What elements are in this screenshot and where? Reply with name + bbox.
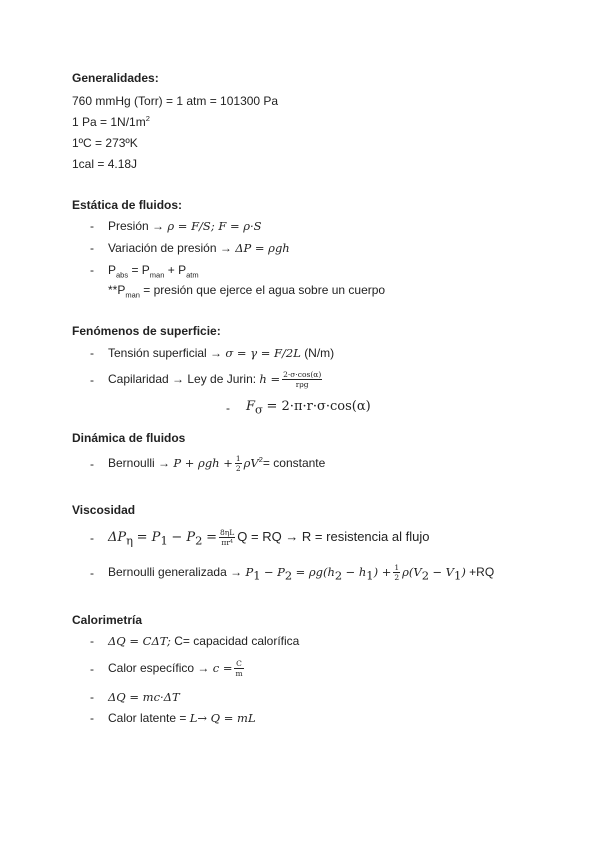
estatica-note <box>108 282 385 298</box>
heading-generalidades: Generalidades: <box>72 71 159 85</box>
bullet: - <box>90 457 94 471</box>
superficie-item-tension <box>108 345 334 361</box>
estatica-item-pabs <box>108 262 199 278</box>
tension-label: Tensión superficial → <box>108 346 223 360</box>
pabs-p: P <box>108 263 117 277</box>
poiseuille-p2: − P <box>171 530 196 545</box>
calor-formula: ΔQ = mc·ΔT <box>108 690 180 704</box>
calorimetria-item-calor <box>108 689 180 705</box>
force-sub: σ <box>255 402 263 417</box>
bullet: - <box>90 711 94 725</box>
bgen-close: ) <box>461 565 466 579</box>
calorimetria-item-capacidad <box>108 633 299 649</box>
bgen-v1: − V <box>432 565 454 579</box>
bgen-s3: 2 <box>334 568 343 583</box>
bullet: - <box>90 219 94 233</box>
bgen-s2: 2 <box>284 568 293 583</box>
bullet: - <box>90 373 94 387</box>
pascal-text: 1 Pa = 1N/1m <box>72 115 146 129</box>
poiseuille-sub1: 1 <box>160 533 168 548</box>
variacion-formula: ΔP = ρgh <box>235 241 290 255</box>
bernoulli-den: 2 <box>235 464 241 474</box>
conversion-pressure: 760 mmHg (Torr) = 1 atm = 101300 Pa <box>72 94 279 108</box>
bgen-p2: − P <box>263 565 285 579</box>
bgen-s4: 1 <box>366 568 374 583</box>
bgen-label: Bernoulli generalizada → <box>108 565 243 579</box>
bernoulli-num: 1 <box>235 454 241 464</box>
force-f: F <box>246 399 256 414</box>
heading-superficie: Fenómenos de superficie: <box>72 324 221 338</box>
bullet: - <box>90 566 94 580</box>
especifico-fraction <box>234 659 243 678</box>
patm-sub: atm <box>186 270 199 280</box>
bgen-v2: ρ(V <box>402 565 422 579</box>
bullet: - <box>90 346 94 360</box>
bernoulli-rhov: ρV <box>243 456 259 470</box>
bernoulli-fraction <box>235 454 242 473</box>
poiseuille-fraction <box>219 528 235 547</box>
bernoulli-end: = constante <box>262 456 326 470</box>
presion-formula: ρ = F/S; F = ρ·S <box>167 219 262 233</box>
bgen-s5: 2 <box>421 568 430 583</box>
bgen-plus: ) + <box>373 565 392 579</box>
poiseuille-den: πr⁴ <box>221 538 233 548</box>
note-text: = presión que ejerce el agua sobre un cuerpo <box>139 283 386 297</box>
bgen-s1: 1 <box>253 568 261 583</box>
especifico-label: Calor específico → <box>108 661 210 675</box>
pascal-sup: 2 <box>145 114 150 123</box>
bgen-h2: = ρg(h <box>295 565 335 579</box>
force-formula: = 2·π·r·σ·cos(α) <box>266 399 371 414</box>
superficie-item-capilaridad <box>108 366 324 392</box>
bgen-h1: − h <box>345 565 367 579</box>
heading-dinamica: Dinámica de fluidos <box>72 431 186 445</box>
conversion-temperature: 1ºC = 273ºK <box>72 136 138 150</box>
poiseuille-num: 8ηL <box>220 528 235 538</box>
latente-label: Calor latente = <box>108 711 187 725</box>
bullet: - <box>90 241 94 255</box>
capacidad-text: C= capacidad calorífica <box>174 634 300 648</box>
heading-viscosidad: Viscosidad <box>72 503 136 517</box>
pman-sub: man <box>149 270 165 280</box>
patm-p: + P <box>164 263 187 277</box>
estatica-item-variacion <box>108 240 290 256</box>
superficie-force <box>246 398 371 415</box>
jurin-h: h = <box>259 372 281 386</box>
poiseuille-sub2: 2 <box>195 533 203 548</box>
bernoulli-sup: 2 <box>258 455 263 464</box>
especifico-den: m <box>235 669 243 679</box>
bullet: - <box>90 634 94 648</box>
tension-unit: (N/m) <box>304 346 335 360</box>
heading-estatica: Estática de fluidos: <box>72 198 183 212</box>
presion-label: Presión → <box>108 219 165 233</box>
bgen-end: +RQ <box>469 565 495 579</box>
variacion-label: Variación de presión → <box>108 241 232 255</box>
bgen-num: 1 <box>394 563 400 573</box>
jurin-num: 2·σ·cos(α) <box>283 370 322 380</box>
jurin-fraction <box>282 370 322 389</box>
bernoulli-formula: P + ρgh + <box>173 456 233 470</box>
jurin-den: rρg <box>295 380 309 390</box>
heading-calorimetria: Calorimetría <box>72 613 143 627</box>
bullet: - <box>90 690 94 704</box>
poiseuille-p1: = P <box>136 530 161 545</box>
poiseuille-eta: η <box>126 533 134 548</box>
pman-p: = P <box>128 263 150 277</box>
poiseuille-eq: = <box>206 530 218 545</box>
bgen-s6: 1 <box>453 568 462 583</box>
bullet: - <box>90 662 94 676</box>
viscosidad-item-bernoulli-gen <box>108 559 494 585</box>
bullet: - <box>90 263 94 277</box>
especifico-c: c = <box>212 661 233 675</box>
bgen-p1: P <box>245 565 254 579</box>
especifico-num: C <box>236 659 242 669</box>
bullet: - <box>226 401 230 415</box>
calorimetria-item-latente <box>108 710 256 726</box>
pabs-sub: abs <box>116 270 129 280</box>
poiseuille-dp: ΔP <box>108 530 127 545</box>
note-sub: man <box>125 290 140 300</box>
note-p: **P <box>108 283 126 297</box>
poiseuille-end: Q = RQ → R = resistencia al flujo <box>237 529 430 544</box>
tension-formula: σ = γ = F/2L <box>225 346 301 360</box>
viscosidad-item-poiseuille <box>108 522 429 553</box>
bgen-den: 2 <box>394 573 400 583</box>
latente-formula: L→ Q = mL <box>189 711 256 725</box>
bernoulli-label: Bernoulli → <box>108 456 171 470</box>
capacidad-formula: ΔQ = CΔT; <box>108 634 171 648</box>
dinamica-item-bernoulli <box>108 450 325 476</box>
capilaridad-label: Capilaridad → Ley de Jurin: <box>108 372 257 386</box>
conversion-calorie: 1cal = 4.18J <box>72 157 138 171</box>
estatica-item-presion <box>108 218 262 234</box>
bgen-fraction <box>393 563 400 582</box>
conversion-pascal <box>72 114 150 130</box>
calorimetria-item-especifico <box>108 655 246 681</box>
bullet: - <box>90 531 94 545</box>
